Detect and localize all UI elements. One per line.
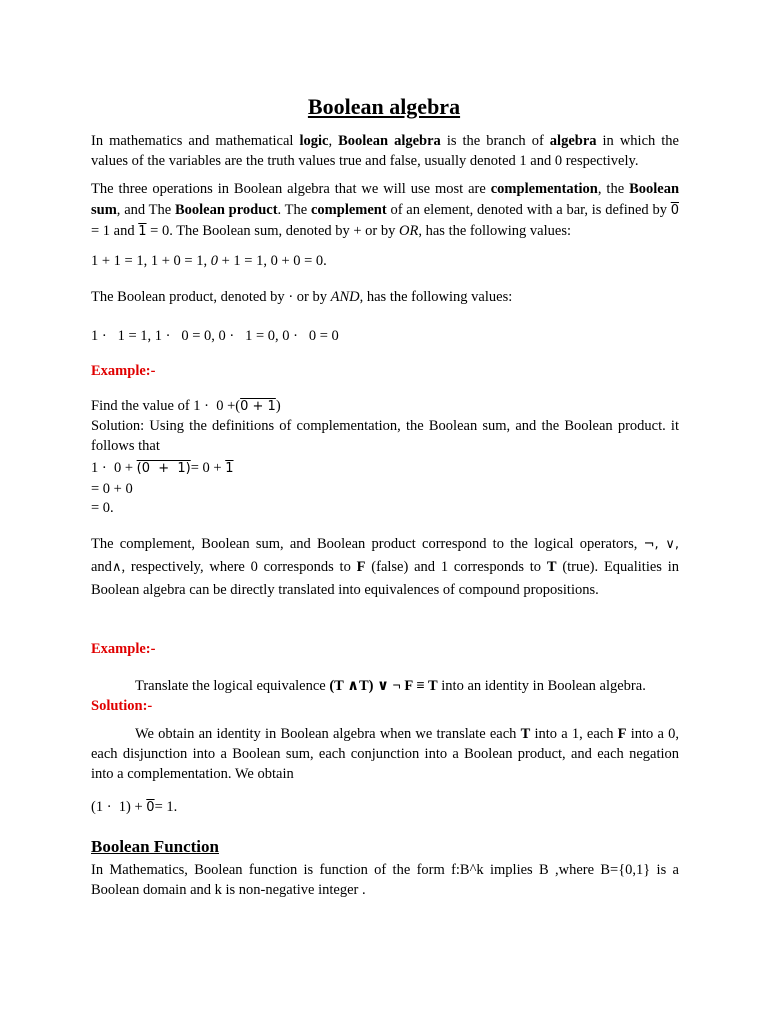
page-title: Boolean algebra: [307, 94, 461, 119]
term-algebra: algebra: [549, 133, 597, 149]
text: into an identity in Boolean algebra.: [437, 678, 646, 694]
term-logic: logic: [299, 133, 329, 149]
equivalence-paragraph: [91, 533, 679, 601]
text: + 1 = 1, 0 + 0 = 0.: [217, 253, 327, 269]
solution-step-2: = 0 + 0: [91, 481, 133, 497]
text: , and The: [116, 202, 175, 218]
term-or: OR: [399, 223, 419, 239]
logic-expression: (T ∧T) ∨ ¬ F ≡ T: [329, 678, 438, 694]
math-overlined-expression: (0 + 1): [136, 461, 191, 476]
text: (1 · 1) +: [91, 799, 147, 815]
product-values: 1 · 1 = 1, 1 · 0 = 0, 0 · 1 = 0, 0 · 0 = 0: [91, 328, 339, 344]
term-boolean-algebra: Boolean algebra: [338, 133, 441, 149]
text: 1 · 0 +: [91, 460, 137, 476]
text: The three operations in Boolean algebra that we will use most are: [91, 181, 491, 197]
example-2-solution: [91, 724, 679, 784]
example-1-solution: Solution: Using the definitions of complementation, the Boolean sum, and the Boolean product. it follows that: [91, 418, 679, 454]
boolean-function-heading: Boolean Function: [91, 837, 219, 856]
text: (false) and 1 corresponds to: [365, 559, 547, 575]
math-one-bar: 1: [225, 461, 234, 476]
true-symbol: T: [520, 726, 531, 742]
term-boolean-sum: Boolean sum: [91, 181, 680, 218]
text: = 0. The Boolean sum, denoted by + or by: [146, 223, 400, 239]
text: Translate the logical equivalence: [135, 678, 330, 694]
sum-values: [91, 251, 679, 271]
math-zero-bar: 0: [670, 203, 679, 218]
product-intro: [91, 287, 679, 307]
term-complementation: complementation: [490, 181, 598, 197]
text: Find the value of 1 · 0 +(: [91, 398, 241, 414]
text: into a 0, each disjunction into a Boolean sum, each conjunction into a Boolean product, and each negation into a complementation. We obtain: [91, 726, 679, 782]
math-zero-bar: 0: [146, 800, 155, 815]
text: = 0 +: [190, 460, 226, 476]
false-symbol: F: [617, 726, 627, 742]
solution-label: Solution:-: [91, 698, 153, 714]
intro-paragraph: [91, 131, 679, 171]
text: . The: [277, 202, 311, 218]
text: or by: [293, 289, 331, 305]
solution-step-1: [91, 458, 679, 479]
text: The complement, Boolean sum, and Boolean product correspond to the logical operators,: [91, 536, 644, 552]
logic-symbols: ¬, ∨,: [643, 537, 679, 552]
term-boolean-product: Boolean product: [174, 202, 278, 218]
text: of an element, denoted with a bar, is defined by: [386, 202, 671, 218]
text: We obtain an identity in Boolean algebra when we translate each: [135, 726, 521, 742]
example-2-label: Example:-: [91, 641, 156, 657]
term-and: AND: [330, 289, 360, 305]
text: ): [275, 398, 281, 414]
operations-paragraph: [91, 179, 679, 242]
example-1-question: [91, 396, 679, 417]
text: In mathematics and mathematical: [91, 133, 300, 149]
math-zero: 0: [210, 253, 218, 269]
true-symbol: T: [546, 559, 557, 575]
text: , the: [597, 181, 630, 197]
text: , has the following values:: [418, 223, 571, 239]
solution-step-3: = 0.: [91, 500, 114, 516]
text: in which the values of the variables are the truth values true and false, usually denoted 1 and 0 respectively.: [91, 133, 679, 169]
text: and: [91, 559, 112, 575]
text: The Boolean product, denoted by: [91, 289, 289, 305]
term-complement: complement: [310, 202, 387, 218]
text: ,: [328, 133, 339, 149]
text: (true). Equalities in Boolean algebra can be directly translated into equivalences of compound propositions.: [91, 559, 680, 598]
text: = 1.: [154, 799, 178, 815]
example-2-result: [91, 797, 679, 818]
false-symbol: F: [356, 559, 366, 575]
text: = 1 and: [91, 223, 139, 239]
math-one-bar: 1: [138, 224, 147, 239]
text: into a 1, each: [530, 726, 618, 742]
math-overlined-expression: 0 + 1: [240, 399, 276, 414]
example-2-question: [135, 676, 695, 696]
text: , has the following values:: [359, 289, 513, 305]
text: is the branch of: [440, 133, 550, 149]
text: , respectively, where 0 corresponds to: [121, 559, 357, 575]
text: 1 + 1 = 1, 1 + 0 = 1,: [91, 253, 211, 269]
and-symbol: ∧: [111, 560, 122, 575]
dot-symbol: ·: [288, 289, 294, 305]
boolean-function-paragraph: In Mathematics, Boolean function is function of the form f:B^k implies B ,where B={0,1} is a Boolean domain and k is non-negative integer .: [91, 862, 679, 898]
example-1-label: Example:-: [91, 363, 156, 379]
